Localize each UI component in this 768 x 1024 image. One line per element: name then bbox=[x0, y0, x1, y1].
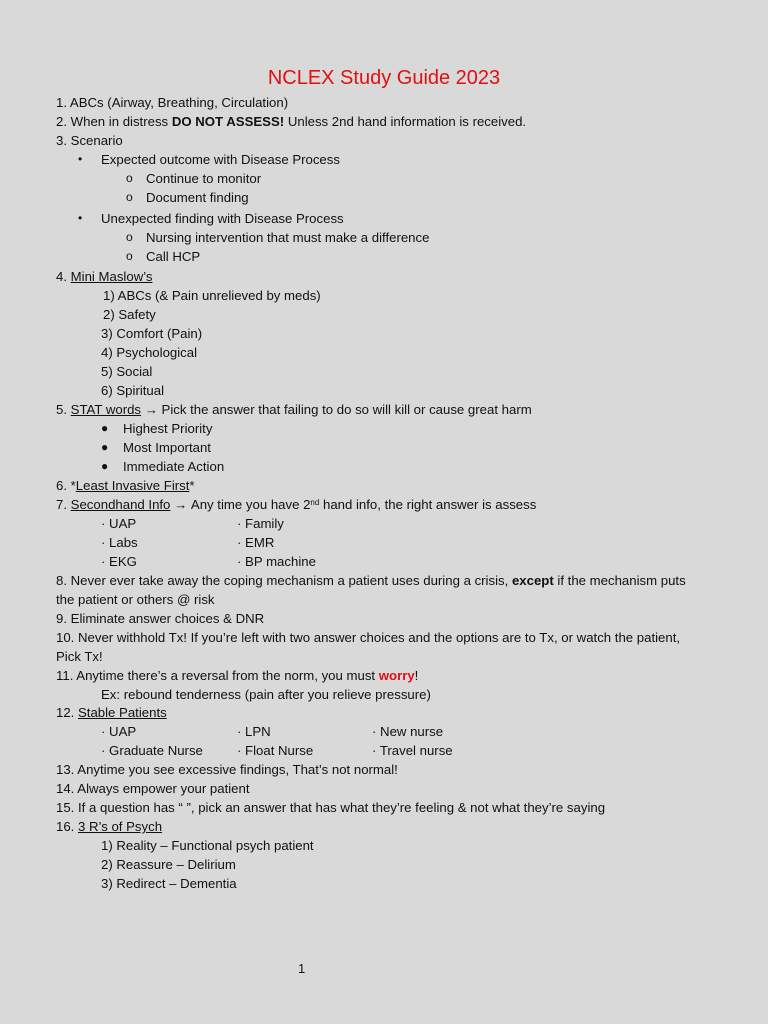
item-12 bbox=[56, 704, 167, 722]
stable-c1-1: · UAP bbox=[101, 724, 137, 739]
bullet-circle: o bbox=[126, 190, 133, 204]
maslow-3: 3) Comfort (Pain) bbox=[101, 326, 203, 341]
item-5-heading: STAT words bbox=[70, 402, 142, 417]
item-8-bold: except bbox=[511, 573, 554, 588]
item-2-text: 2. When in distress bbox=[56, 114, 172, 129]
item-11-highlight: worry bbox=[378, 668, 415, 683]
item-6-number: 6. * bbox=[56, 478, 76, 493]
stat-3: Immediate Action bbox=[123, 459, 225, 474]
item-6 bbox=[56, 477, 195, 495]
arrow-icon: → bbox=[141, 402, 162, 417]
secondhand-c1-1: · UAP bbox=[101, 516, 137, 531]
item-3: 3. Scenario bbox=[56, 133, 123, 148]
item-3-sub-2: Document finding bbox=[146, 190, 249, 205]
item-12-number: 12. bbox=[56, 705, 78, 720]
item-11-end: ! bbox=[414, 668, 419, 683]
item-9: 9. Eliminate answer choices & DNR bbox=[56, 611, 265, 626]
bullet-filled: ● bbox=[101, 421, 109, 435]
bullet-circle: o bbox=[126, 171, 133, 185]
secondhand-c2-1: · Family bbox=[237, 516, 284, 531]
item-15: 15. If a question has “ ”, pick an answer that has what they’re feeling & not what they’re saying bbox=[56, 800, 606, 815]
item-5 bbox=[56, 401, 532, 419]
bullet-circle: o bbox=[126, 230, 133, 244]
maslow-6: 6) Spiritual bbox=[101, 383, 165, 398]
item-12-heading: Stable Patients bbox=[78, 705, 167, 720]
stable-c1-2: · Graduate Nurse bbox=[101, 743, 203, 758]
item-14: 14. Always empower your patient bbox=[56, 781, 250, 796]
secondhand-c2-3: · BP machine bbox=[237, 554, 316, 569]
item-7-text: Any time you have 2 bbox=[190, 497, 311, 512]
item-3-bullet-1: Expected outcome with Disease Process bbox=[101, 152, 340, 167]
psych-3: 3) Redirect – Dementia bbox=[101, 876, 237, 891]
item-11-example: Ex: rebound tenderness (pain after you relieve pressure) bbox=[101, 687, 431, 702]
stat-1: Highest Priority bbox=[123, 421, 213, 436]
stable-c3-2: · Travel nurse bbox=[372, 743, 453, 758]
item-13: 13. Anytime you see excessive findings, That’s not normal! bbox=[56, 762, 398, 777]
maslow-1: 1) ABCs (& Pain unrelieved by meds) bbox=[103, 288, 321, 303]
item-7-text-end: hand info, the right answer is assess bbox=[319, 497, 537, 512]
item-3-sub-4: Call HCP bbox=[146, 249, 201, 264]
item-1: 1. ABCs (Airway, Breathing, Circulation) bbox=[56, 95, 289, 110]
secondhand-c1-2: · Labs bbox=[101, 535, 138, 550]
item-7 bbox=[56, 496, 536, 514]
item-2-bold: DO NOT ASSESS! bbox=[171, 114, 285, 129]
item-4-number: 4. bbox=[56, 269, 71, 284]
page-number: 1 bbox=[298, 961, 306, 976]
item-11 bbox=[56, 667, 418, 685]
maslow-2: 2) Safety bbox=[103, 307, 156, 322]
item-5-number: 5. bbox=[56, 402, 71, 417]
item-4 bbox=[56, 268, 153, 286]
item-8-text: 8. Never ever take away the coping mechanism a patient uses during a crisis, bbox=[56, 573, 512, 588]
bullet-disc: • bbox=[78, 152, 83, 166]
item-8-line-2: the patient or others @ risk bbox=[56, 592, 215, 607]
arrow-icon: → bbox=[170, 497, 191, 512]
item-5-text: Pick the answer that failing to do so will kill or cause great harm bbox=[161, 402, 532, 417]
item-16 bbox=[56, 818, 162, 836]
stable-c2-1: · LPN bbox=[237, 724, 271, 739]
stat-2: Most Important bbox=[123, 440, 211, 455]
bullet-filled: ● bbox=[101, 440, 109, 454]
item-8-text-end: if the mechanism puts bbox=[553, 573, 686, 588]
maslow-5: 5) Social bbox=[101, 364, 153, 379]
item-10: 10. Never withhold Tx! If you’re left with two answer choices and the options are to Tx, or watch the patient, bbox=[56, 630, 681, 645]
item-8 bbox=[56, 572, 686, 590]
item-6-end: * bbox=[189, 478, 195, 493]
item-7-number: 7. bbox=[56, 497, 71, 512]
item-2 bbox=[56, 113, 526, 131]
stable-c2-2: · Float Nurse bbox=[237, 743, 314, 758]
secondhand-c2-2: · EMR bbox=[237, 535, 275, 550]
item-3-sub-1: Continue to monitor bbox=[146, 171, 262, 186]
item-10-line-2: Pick Tx! bbox=[56, 649, 103, 664]
page-title: NCLEX Study Guide 2023 bbox=[267, 67, 501, 89]
item-11-text: 11. Anytime there’s a reversal from the norm, you must bbox=[56, 668, 379, 683]
secondhand-c1-3: · EKG bbox=[101, 554, 137, 569]
item-3-bullet-2: Unexpected finding with Disease Process bbox=[101, 211, 344, 226]
bullet-disc: • bbox=[78, 211, 83, 225]
item-2-text-end: Unless 2nd hand information is received. bbox=[284, 114, 527, 129]
psych-2: 2) Reassure – Delirium bbox=[101, 857, 236, 872]
item-7-sup: nd bbox=[310, 498, 320, 507]
item-6-heading: Least Invasive First bbox=[75, 478, 190, 493]
item-7-heading: Secondhand Info bbox=[70, 497, 171, 512]
item-4-heading: Mini Maslow’s bbox=[70, 269, 153, 284]
item-3-sub-3: Nursing intervention that must make a difference bbox=[146, 230, 430, 245]
bullet-circle: o bbox=[126, 249, 133, 263]
item-16-number: 16. bbox=[56, 819, 78, 834]
bullet-filled: ● bbox=[101, 459, 109, 473]
item-16-heading: 3 R’s of Psych bbox=[78, 819, 163, 834]
stable-c3-1: · New nurse bbox=[372, 724, 444, 739]
maslow-4: 4) Psychological bbox=[101, 345, 198, 360]
psych-1: 1) Reality – Functional psych patient bbox=[101, 838, 314, 853]
